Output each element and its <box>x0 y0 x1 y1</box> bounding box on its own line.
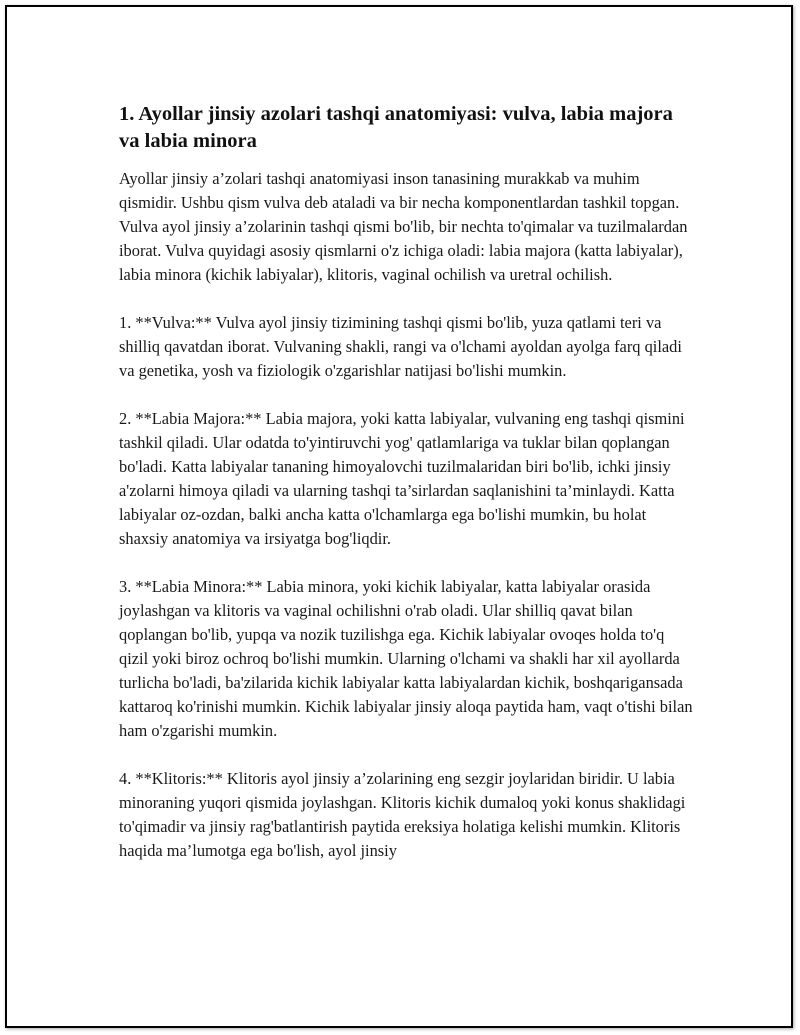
paragraph-klitoris: 4. **Klitoris:** Klitoris ayol jinsiy a’zolarining eng sezgir joylaridan biridir. U labia minoraning yuqori qismida joylashgan. Klitoris kichik dumaloq yoki konus shaklidagi to'qimadir va jinsiy rag'batlantirish paytida ereksiya holatiga kelishi mumkin. Klitoris haqida ma’lumotga ega bo'lish, ayol jinsiy <box>119 769 686 860</box>
document-title: 1. Ayollar jinsiy azolari tashqi anatomiyasi: vulva, labia majora va labia minora <box>119 103 673 152</box>
document-page <box>5 5 793 1028</box>
document-content <box>119 101 697 887</box>
paragraph-vulva: 1. **Vulva:** Vulva ayol jinsiy tizimining tashqi qismi bo'lib, yuza qatlami teri va shilliq qavatdan iborat. Vulvaning shakli, rangi va o'lchami ayoldan ayolga farq qiladi va genetika, yosh va fiziologik o'zgarishlar natijasi bo'lishi mumkin. <box>119 313 682 380</box>
paragraph-labia-majora: 2. **Labia Majora:** Labia majora, yoki katta labiyalar, vulvaning eng tashqi qismini tashkil qiladi. Ular odatda to'yintiruvchi yog' qatlamlariga va tuklar bilan qoplangan bo'ladi. Katta labiyalar tananing himoyalovchi tuzilmalaridan biri bo'lib, ichki jinsiy a'zolarni himoya qiladi va ularning tashqi ta’sirlardan saqlanishini ta’minlaydi. Katta labiyalar oz-ozdan, balki ancha katta o'lchamlarga ega bo'lishi mumkin, bu holat shaxsiy anatomiya va irsiyatga bog'liqdir. <box>119 409 685 548</box>
paragraph-labia-minora: 3. **Labia Minora:** Labia minora, yoki kichik labiyalar, katta labiyalar orasida joylashgan va klitoris va vaginal ochilishni o'rab oladi. Ular shilliq qavat bilan qoplangan bo'lib, yupqa va nozik tuzilishga ega. Kichik labiyalar ovoqes holda to'q qizil yoki biroz ochroq bo'lishi mumkin. Ularning o'lchami va shakli har xil ayollarda turlicha bo'ladi, ba'zilarida kichik labiyalar katta labiyalardan kichik, boshqarigansada kattaroq ko'rinishi mumkin. Kichik labiyalar jinsiy aloqa paytida ham, vaqt o'tishi bilan ham o'zgarishi mumkin. <box>119 577 693 740</box>
paragraph-intro: Ayollar jinsiy a’zolari tashqi anatomiyasi inson tanasining murakkab va muhim qismidir. Ushbu qism vulva deb ataladi va bir necha komponentlardan tashkil topgan. Vulva ayol jinsiy a’zolarinin tashqi qismi bo'lib, bir nechta to'qimalar va tuzilmalardan iborat. Vulva quyidagi asosiy qismlarni o'z ichiga oladi: labia majora (katta labiyalar), labia minora (kichik labiyalar), klitoris, vaginal ochilish va uretral ochilish. <box>119 169 688 284</box>
